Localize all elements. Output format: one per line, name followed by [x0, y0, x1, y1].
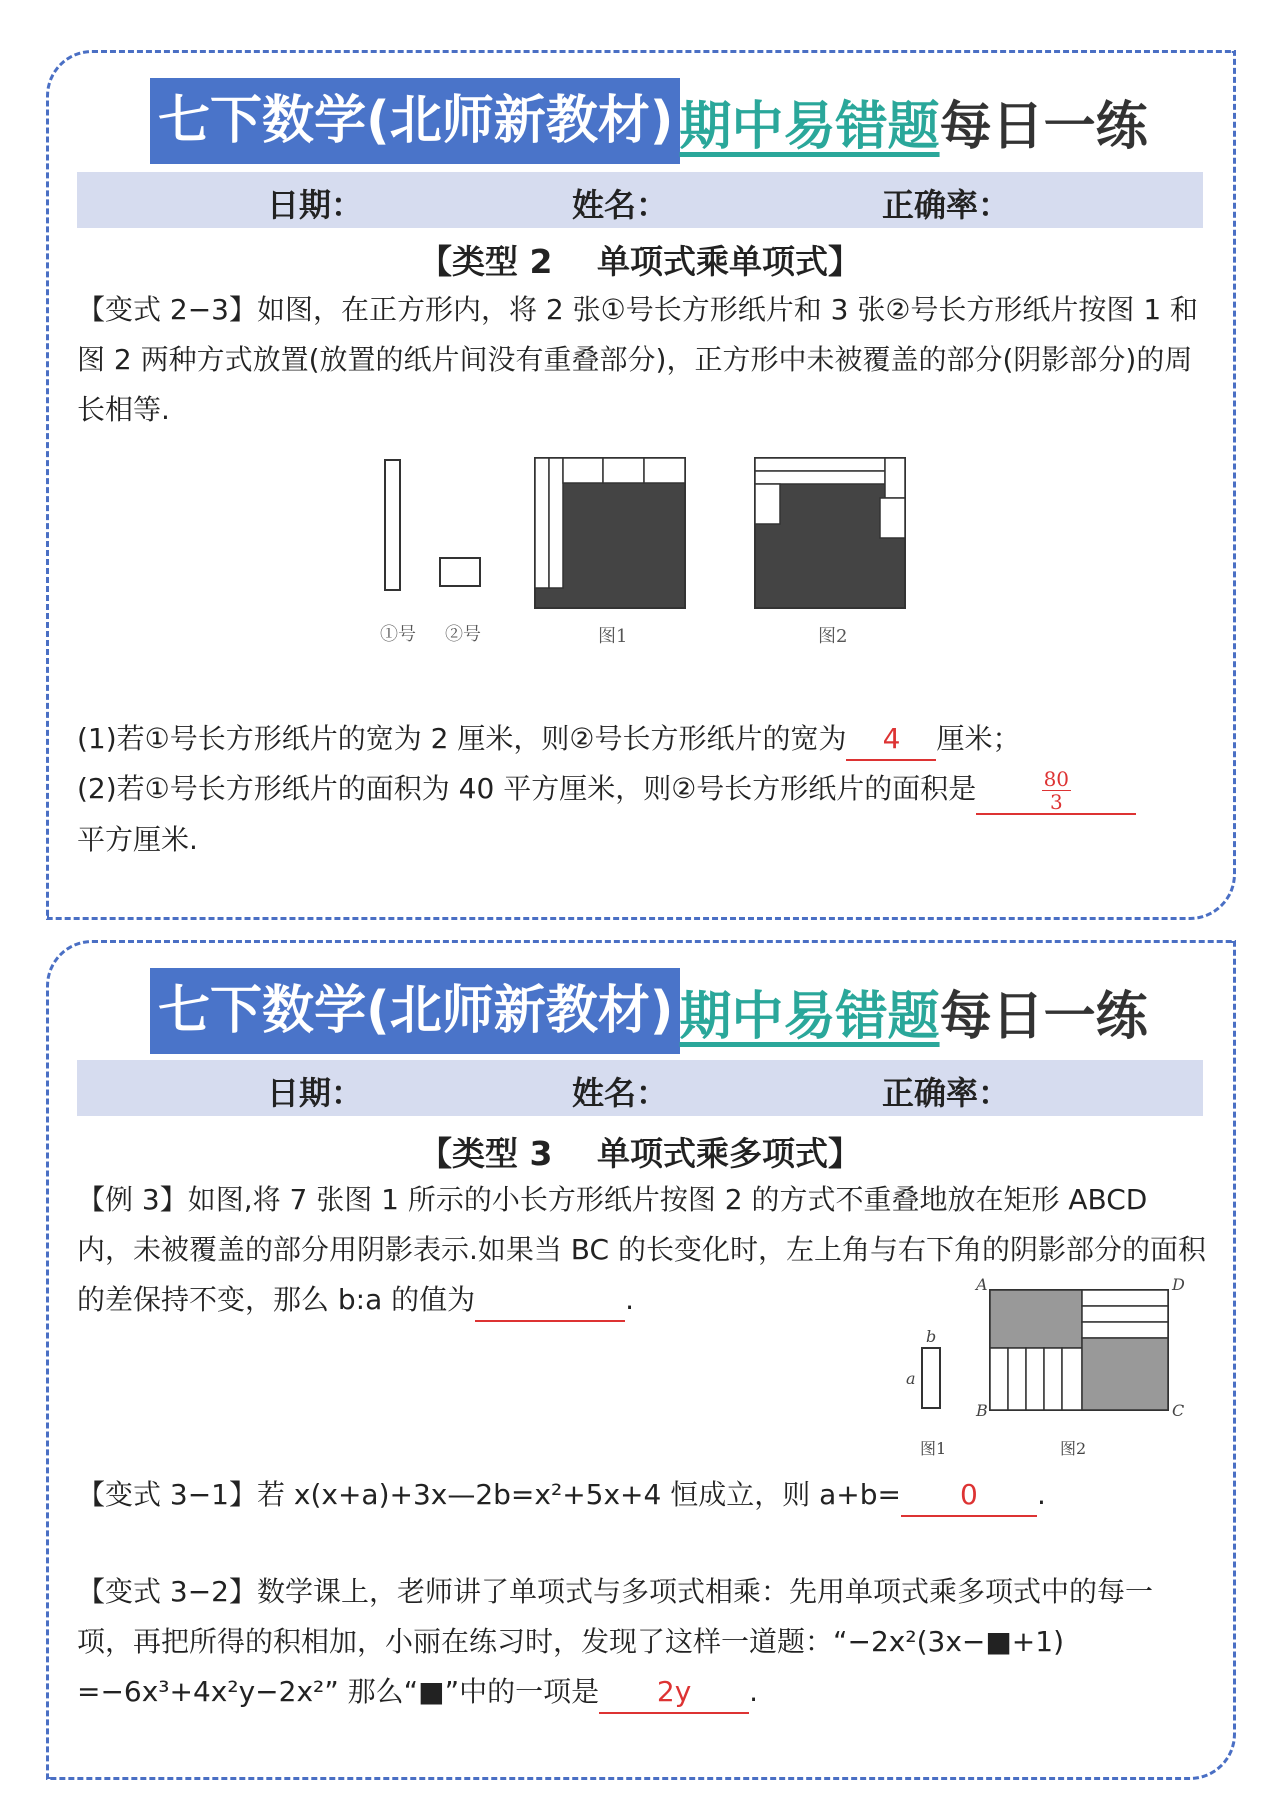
label-fig1: 图1 — [598, 626, 628, 647]
title-part1: 七下数学(北师新教材) — [150, 78, 680, 164]
q1-answer: 4 — [846, 719, 936, 761]
q2-answer — [976, 767, 1136, 815]
worksheet-title-1 — [150, 78, 1148, 164]
label-fig2: 图2 — [818, 626, 848, 647]
v1-text: 【变式 3−1】若 x(x+a)+3x—2b=x²+5x+4 恒成立，则 a+b= — [77, 1478, 901, 1511]
q2-answer-den: 3 — [1049, 789, 1063, 814]
problem1-figure — [370, 450, 930, 660]
v2-end: . — [749, 1675, 759, 1708]
example3-text: 【例 3】如图,将 7 张图 1 所示的小长方形纸片按图 2 的方式不重叠地放在矩形 ABCD 内，未被覆盖的部分用阴影表示.如果当 BC 的长变化时，左上角与右下角的阴影部分的面积的差保持不变，那么 b:a 的值为 — [77, 1183, 1206, 1316]
section-title-type3: 【类型 3 单项式乘多项式】 — [419, 1134, 861, 1173]
label-a: a — [906, 1369, 916, 1388]
label-A: A — [976, 1278, 988, 1294]
name-label: 姓名： — [572, 1074, 669, 1112]
label-B: B — [976, 1401, 988, 1420]
example3-figure — [880, 1278, 1200, 1468]
variant3-1 — [77, 1470, 1207, 1520]
accuracy-label: 正确率： — [882, 1074, 1011, 1112]
example3-end: . — [625, 1283, 635, 1316]
label-piece1: ①号 — [380, 624, 416, 645]
title-part3: 每日一练 — [939, 96, 1148, 157]
date-label: 日期： — [267, 186, 364, 224]
title-part3: 每日一练 — [939, 986, 1148, 1047]
q1-unit: 厘米； — [936, 722, 1021, 755]
problem1-stem: 【变式 2−3】如图，在正方形内，将 2 张①号长方形纸片和 3 张②号长方形纸片按图 1 和图 2 两种方式放置(放置的纸片间没有重叠部分)，正方形中未被覆盖的部分(阴影部分)的周长相等. — [77, 293, 1199, 426]
variant3-2 — [77, 1567, 1207, 1717]
label-fig1: 图1 — [920, 1439, 947, 1458]
title-part1: 七下数学(北师新教材) — [150, 968, 680, 1054]
section-title-type2: 【类型 2 单项式乘单项式】 — [419, 242, 861, 281]
v1-end: . — [1036, 1478, 1046, 1511]
v2-answer: 2y — [599, 1672, 749, 1714]
info-bar-2 — [77, 1060, 1203, 1116]
label-D: D — [1172, 1278, 1185, 1294]
q2-answer-num: 80 — [1043, 766, 1070, 791]
problem1-q1 — [77, 714, 1207, 764]
example3-answer — [475, 1280, 625, 1322]
date-label: 日期： — [267, 1074, 364, 1112]
q2-text: (2)若①号长方形纸片的面积为 40 平方厘米，则②号长方形纸片的面积是 — [77, 772, 977, 805]
v2-text: 【变式 3−2】数学课上，老师讲了单项式与多项式相乘：先用单项式乘多项式中的每一项，再把所得的积相加，小丽在练习时，发现了这样一道题：“−2x²(3x−■+1) =−6x³+4x²y−2x²” 那么“■”中的一项是 — [77, 1575, 1153, 1708]
title-part2: 期中易错题 — [679, 96, 940, 157]
accuracy-label: 正确率： — [882, 186, 1011, 224]
label-b: b — [926, 1327, 937, 1346]
label-C: C — [1172, 1401, 1185, 1420]
label-piece2: ②号 — [445, 624, 481, 645]
info-bar-1 — [77, 172, 1203, 228]
name-label: 姓名： — [572, 186, 669, 224]
v1-answer: 0 — [901, 1475, 1037, 1517]
label-fig2: 图2 — [1060, 1439, 1087, 1458]
q2-unit: 平方厘米. — [77, 822, 198, 856]
worksheet-title-2 — [150, 968, 1148, 1054]
title-part2: 期中易错题 — [679, 986, 940, 1047]
problem1-q2 — [77, 764, 1207, 865]
q1-text: (1)若①号长方形纸片的宽为 2 厘米，则②号长方形纸片的宽为 — [77, 722, 847, 755]
